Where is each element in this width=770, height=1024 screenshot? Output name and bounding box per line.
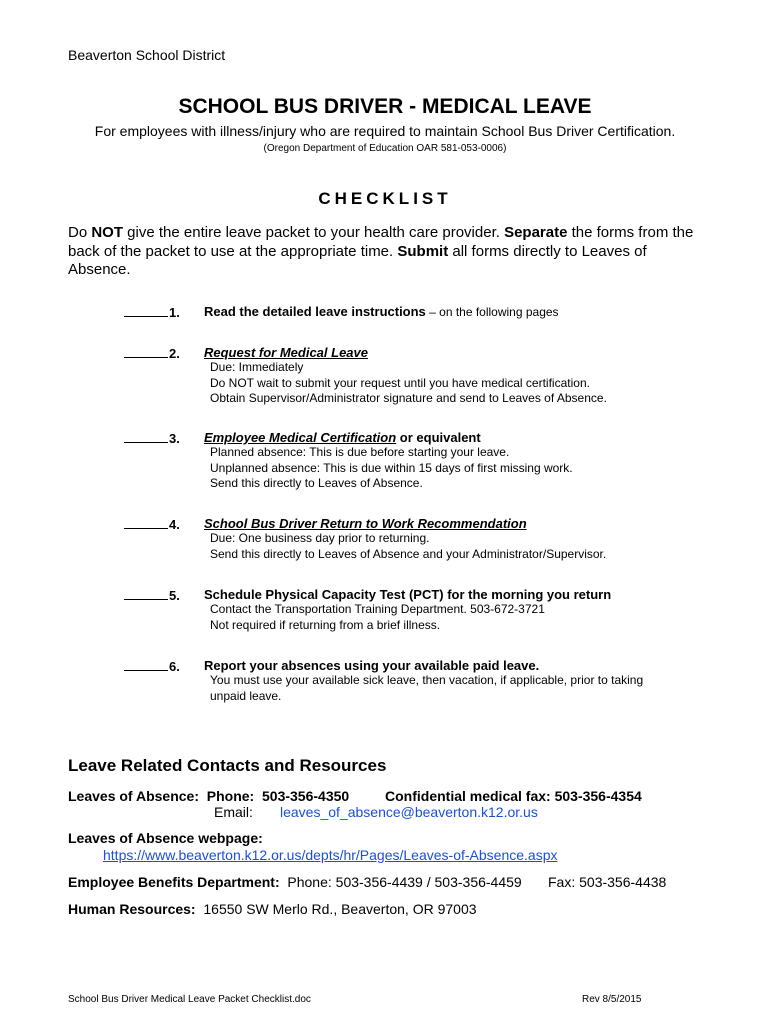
footer-filename: School Bus Driver Medical Leave Packet Checklist.doc xyxy=(68,994,311,1005)
checkbox-line[interactable] xyxy=(124,658,168,671)
page-subtitle: For employees with illness/injury who are required to maintain School Bus Driver Certification. xyxy=(94,123,676,139)
item-number: 1. xyxy=(169,305,180,320)
hr-address: 16550 SW Merlo Rd., Beaverton, OR 97003 xyxy=(203,901,477,917)
hr-line xyxy=(68,901,477,917)
item-title: Schedule Physical Capacity Test (PCT) for the morning you return xyxy=(204,587,612,602)
footer-revision: Rev 8/5/2015 xyxy=(582,994,642,1005)
item-detail: Obtain Supervisor/Administrator signature and send to Leaves of Absence. xyxy=(210,391,607,405)
webpage-label: Leaves of Absence webpage: xyxy=(68,830,263,846)
item-number: 2. xyxy=(169,346,180,361)
loa-fax: Confidential medical fax: 503-356-4354 xyxy=(385,788,642,804)
hr-label: Human Resources: xyxy=(68,901,196,917)
item-number: 3. xyxy=(169,431,180,446)
intro-paragraph: Do NOT give the entire leave packet to your health care provider. Separate the forms from the back of the packet to use at the appropriate time. Submit all forms directly to Leaves of Absence. xyxy=(68,224,694,278)
item-title: Request for Medical Leave xyxy=(204,345,368,360)
item-detail: Send this directly to Leaves of Absence. xyxy=(210,476,423,490)
item-title: Read the detailed leave instructions xyxy=(204,304,426,319)
checklist-heading: CHECKLIST xyxy=(318,189,452,208)
checkbox-line[interactable] xyxy=(124,516,168,529)
loa-phone-label: Phone: xyxy=(206,788,255,804)
benefits-phone: Phone: 503-356-4439 / 503-356-4459 xyxy=(287,874,522,890)
item-detail: You must use your available sick leave, then vacation, if applicable, prior to taking xyxy=(210,673,644,687)
benefits-label: Employee Benefits Department: xyxy=(68,874,280,890)
regulation-note: (Oregon Department of Education OAR 581-053-0006) xyxy=(263,143,507,154)
loa-email-label: Email: xyxy=(214,804,253,820)
item-detail: Do NOT wait to submit your request until you have medical certification. xyxy=(210,375,590,390)
loa-label: Leaves of Absence: xyxy=(68,788,199,804)
item-title-tail: – on the following pages xyxy=(425,305,559,319)
item-number: 4. xyxy=(169,517,180,532)
item-detail: Due: One business day prior to returning. xyxy=(210,531,430,545)
item-detail: Contact the Transportation Training Department. 503-672-3721 xyxy=(210,602,545,616)
checkbox-line[interactable] xyxy=(124,345,168,358)
loa-contact-line xyxy=(68,788,349,804)
benefits-fax: Fax: 503-356-4438 xyxy=(548,874,667,890)
checkbox-line[interactable] xyxy=(124,304,168,317)
loa-phone: 503-356-4350 xyxy=(262,788,350,804)
item-number: 5. xyxy=(169,588,180,603)
item-detail: unpaid leave. xyxy=(210,688,282,703)
item-detail: Planned absence: This is due before starting your leave. xyxy=(210,445,510,459)
item-title: Employee Medical Certification xyxy=(204,430,397,445)
item-title-tail: or equivalent xyxy=(396,430,481,445)
item-detail: Send this directly to Leaves of Absence and your Administrator/Supervisor. xyxy=(210,546,607,561)
webpage-link[interactable]: https://www.beaverton.k12.or.us/depts/hr/Pages/Leaves-of-Absence.aspx xyxy=(103,847,558,863)
item-detail: Due: Immediately xyxy=(210,360,304,374)
benefits-line xyxy=(68,874,522,890)
item-number: 6. xyxy=(169,659,180,674)
loa-email-link[interactable]: leaves_of_absence@beaverton.k12.or.us xyxy=(280,804,538,820)
item-detail: Not required if returning from a brief illness. xyxy=(210,617,441,632)
district-name: Beaverton School District xyxy=(68,47,226,63)
checkbox-line[interactable] xyxy=(124,430,168,443)
item-title: School Bus Driver Return to Work Recommendation xyxy=(204,516,527,531)
item-detail: Unplanned absence: This is due within 15 days of first missing work. xyxy=(210,460,573,475)
page-title: SCHOOL BUS DRIVER - MEDICAL LEAVE xyxy=(178,95,592,118)
resources-heading: Leave Related Contacts and Resources xyxy=(68,756,387,775)
item-title: Report your absences using your available paid leave. xyxy=(204,658,540,673)
checkbox-line[interactable] xyxy=(124,587,168,600)
